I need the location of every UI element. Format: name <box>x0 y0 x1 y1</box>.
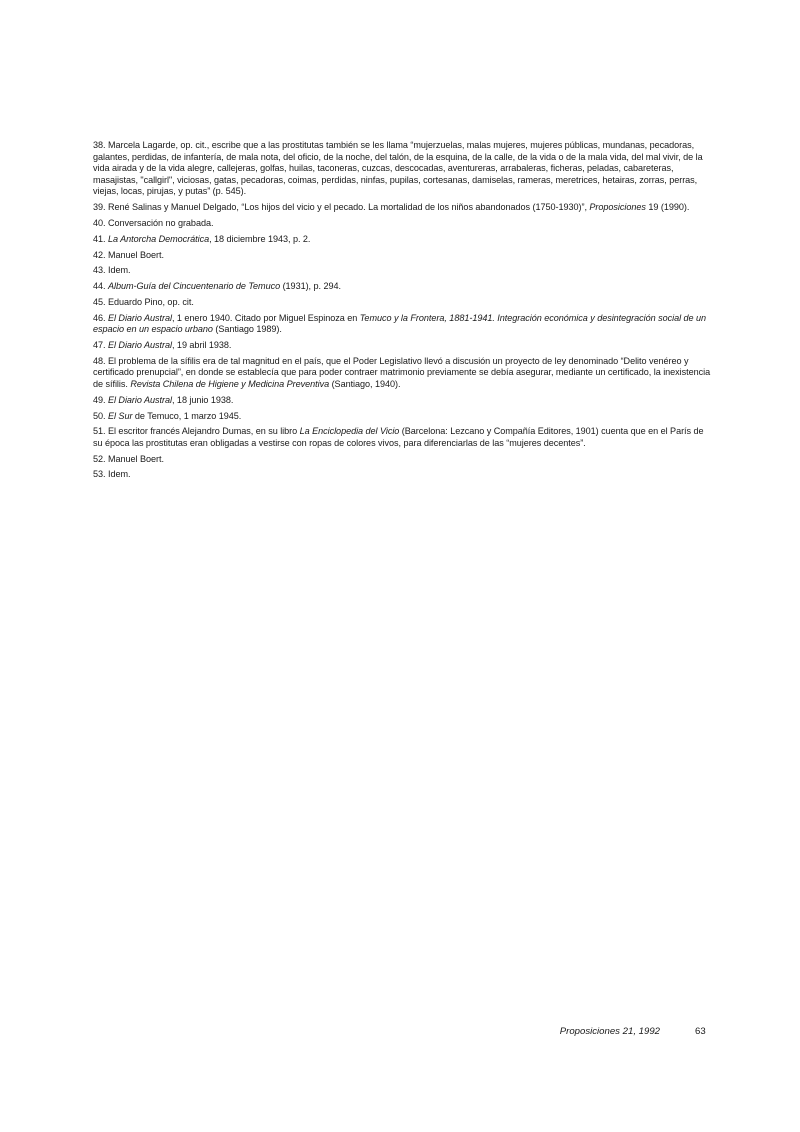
endnote-text: 19 (1990). <box>645 202 690 213</box>
endnote-text: 47. <box>93 340 108 350</box>
endnote <box>93 454 713 466</box>
endnote-text: 48. El problema de la sífilis era de tal magnitud en el país, que el Poder Legislativo llevó a discusión un proyecto de ley denominado “Delito venéreo y certificado prenupcial”, en donde se establecía que para poder contraer matrimonio previamente se debía asegurar, mediante un certificado, la inexistencia de sífilis. <box>93 355 711 389</box>
footer-journal-title: Proposiciones 21, 1992 <box>559 1026 660 1037</box>
endnote-text: de Temuco, 1 marzo 1945. <box>132 410 242 421</box>
endnote-italic-text: El Diario Austral <box>107 340 172 350</box>
endnote-italic-text: Album-Guía del Cincuentenario de Temuco <box>107 281 281 292</box>
endnote <box>93 250 713 262</box>
endnote-italic-text: El Diario Austral <box>107 394 172 405</box>
page-number: 63 <box>695 1026 706 1037</box>
endnote-text: 46. <box>93 312 108 323</box>
endnote <box>93 202 713 214</box>
endnote-text: 39. René Salinas y Manuel Delgado, “Los hijos del vicio y el pecado. La mortalidad de los niños abandonados (1750-1930)”, <box>93 202 590 213</box>
endnote <box>93 265 713 277</box>
endnote-italic-text: La Antorcha Democrática <box>107 233 210 244</box>
endnote-italic-text: Proposiciones <box>589 202 646 213</box>
endnote-italic-text: Temuco y la Frontera, 1881-1941. Integración económica y desintegración social de un espacio en un espacio urbano <box>93 312 707 335</box>
endnote-text: , 18 junio 1938. <box>171 394 234 405</box>
endnote-italic-text: El Sur <box>107 410 133 421</box>
endnote-text: (Santiago, 1940). <box>329 378 401 389</box>
endnote-text: 50. <box>93 410 108 421</box>
endnote <box>93 234 713 246</box>
endnote-text: 52. Manuel Boert. <box>93 453 164 464</box>
endnote <box>93 395 713 407</box>
endnote <box>93 313 713 336</box>
endnote-text: (Barcelona: Lezcano y Compañía Editores, 1901) cuenta que en el París de su época las prostitutas eran obligadas a vestirse con ropas de colores vivos, para diferenciarlas de las “mujeres decentes”. <box>93 426 704 448</box>
endnote-text: 53. Idem. <box>93 469 131 480</box>
endnote <box>93 340 713 352</box>
endnote <box>93 356 713 391</box>
endnote-text: 41. <box>93 233 108 244</box>
endnote-text: 42. Manuel Boert. <box>93 249 164 260</box>
endnote <box>93 411 713 423</box>
endnote-text: 40. Conversación no grabada. <box>93 217 214 228</box>
endnote-text: , 1 enero 1940. Citado por Miguel Espinoza en <box>171 312 360 323</box>
endnote-italic-text: Revista Chilena de Higiene y Medicina Preventiva <box>130 378 330 389</box>
endnote <box>93 140 713 198</box>
endnote-text: 43. Idem. <box>93 265 131 276</box>
endnote <box>93 281 713 293</box>
endnote-text: 45. Eduardo Pino, op. cit. <box>93 296 194 307</box>
endnote-text: 38. Marcela Lagarde, op. cit., escribe que a las prostitutas también se les llama “mujerzuelas, malas mujeres, mujeres públicas, mundanas, pecadoras, galantes, perdidas, de infantería, de mala nota, del oficio, de la noche, del talón, de la esquina, de la calle, de la vida o de la mala vida, del mal vivir, de la vida airada y de la vida alegre, callejeras, golfas, huilas, taconeras, cuzcas, descocadas, aventureras, arrabaleras, ficheras, peladas, cabareteras, masajistas, "callgirl", viciosas, gatas, pecadoras, coimas, perdidas, ninfas, pupilas, cortesanas, damiselas, rameras, meretrices, hetairas, zorras, perras, viejas, locas, pirujas, y putas” (p. 545). <box>93 140 703 197</box>
endnotes-list <box>93 140 713 485</box>
endnote <box>93 218 713 230</box>
endnote-italic-text: La Enciclopedia del Vicio <box>299 426 400 437</box>
endnote <box>93 297 713 309</box>
endnote-text: 49. <box>93 394 108 405</box>
endnote-text: 44. <box>93 281 108 292</box>
endnote-text: (Santiago 1989). <box>212 324 282 335</box>
endnote-text: , 19 abril 1938. <box>171 340 232 350</box>
endnote-text: , 18 diciembre 1943, p. 2. <box>209 233 311 244</box>
endnote-text: (1931), p. 294. <box>280 281 341 292</box>
endnote-italic-text: El Diario Austral <box>107 312 172 323</box>
endnote <box>93 426 713 449</box>
endnote-text: 51. El escritor francés Alejandro Dumas, en su libro <box>93 426 300 437</box>
endnote <box>93 469 713 481</box>
